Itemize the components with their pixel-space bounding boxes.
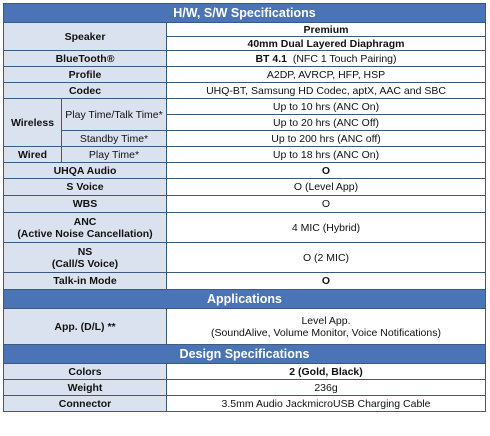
row-bluetooth	[4, 51, 486, 67]
section-applications	[4, 290, 486, 309]
value-bluetooth	[167, 51, 486, 67]
label-s-voice: S Voice	[4, 179, 167, 196]
spec-table	[3, 3, 486, 412]
label-profile: Profile	[4, 67, 167, 83]
section-design	[4, 345, 486, 364]
value-play-talk-anc-on: Up to 10 hrs (ANC On)	[167, 99, 486, 115]
value-app-name: Level App.	[301, 314, 351, 327]
row-talk-in	[4, 273, 486, 290]
value-speaker-1: Premium	[167, 23, 486, 37]
label-wbs: WBS	[4, 196, 167, 213]
value-wired-play-time: Up to 18 hrs (ANC On)	[167, 147, 486, 163]
label-ns	[4, 243, 167, 273]
label-ns-title: NS	[77, 245, 93, 258]
label-talk-in-mode: Talk-in Mode	[4, 273, 167, 290]
label-app-dl: App. (D/L) **	[4, 309, 167, 345]
row-wireless-playtalk-on	[4, 99, 486, 115]
section-title-hw-sw: H/W, S/W Specifications	[4, 4, 486, 23]
value-bluetooth-note: (NFC 1 Touch Pairing)	[292, 52, 397, 65]
row-anc	[4, 213, 486, 243]
value-s-voice: O (Level App)	[167, 179, 486, 196]
value-speaker-2: 40mm Dual Layered Diaphragm	[167, 37, 486, 51]
label-connector: Connector	[4, 396, 167, 412]
row-ns	[4, 243, 486, 273]
label-play-talk-time: Play Time/Talk Time*	[62, 99, 167, 131]
section-hw-sw	[4, 4, 486, 23]
value-colors: 2 (Gold, Black)	[167, 364, 486, 380]
label-uhqa-audio: UHQA Audio	[4, 163, 167, 179]
group-wireless: Wireless	[4, 99, 62, 147]
row-connector	[4, 396, 486, 412]
value-wbs: O	[167, 196, 486, 213]
label-colors: Colors	[4, 364, 167, 380]
label-speaker: Speaker	[4, 23, 167, 51]
label-codec: Codec	[4, 83, 167, 99]
group-wired: Wired	[4, 147, 62, 163]
value-uhqa-audio: O	[167, 163, 486, 179]
section-title-applications: Applications	[4, 290, 486, 309]
section-title-design: Design Specifications	[4, 345, 486, 364]
label-bluetooth: BlueTooth®	[4, 51, 167, 67]
value-weight: 236g	[167, 380, 486, 396]
row-colors	[4, 364, 486, 380]
value-talk-in-mode: O	[167, 273, 486, 290]
label-wired-play-time: Play Time*	[62, 147, 167, 163]
label-standby-time: Standby Time*	[62, 131, 167, 147]
value-play-talk-anc-off: Up to 20 hrs (ANC Off)	[167, 115, 486, 131]
value-app	[167, 309, 486, 345]
value-codec: UHQ-BT, Samsung HD Codec, aptX, AAC and SBC	[167, 83, 486, 99]
value-anc: 4 MIC (Hybrid)	[167, 213, 486, 243]
row-profile	[4, 67, 486, 83]
label-ns-subtitle: (Call/S Voice)	[51, 257, 119, 270]
value-app-features: (SoundAlive, Volume Monitor, Voice Notifications)	[211, 326, 441, 339]
value-standby-time: Up to 200 hrs (ANC off)	[167, 131, 486, 147]
label-anc	[4, 213, 167, 243]
value-connector: 3.5mm Audio JackmicroUSB Charging Cable	[167, 396, 486, 412]
row-uhqa	[4, 163, 486, 179]
row-app	[4, 309, 486, 345]
label-anc-title: ANC	[73, 215, 97, 228]
spec-sheet	[3, 3, 485, 431]
row-wireless-standby	[4, 131, 486, 147]
row-speaker	[4, 23, 486, 37]
label-anc-subtitle: (Active Noise Cancellation)	[17, 227, 153, 240]
row-wired-play	[4, 147, 486, 163]
row-wbs	[4, 196, 486, 213]
row-svoice	[4, 179, 486, 196]
row-codec	[4, 83, 486, 99]
value-ns: O (2 MIC)	[167, 243, 486, 273]
row-weight	[4, 380, 486, 396]
value-bluetooth-version: BT 4.1	[255, 52, 287, 65]
label-weight: Weight	[4, 380, 167, 396]
value-profile: A2DP, AVRCP, HFP, HSP	[167, 67, 486, 83]
